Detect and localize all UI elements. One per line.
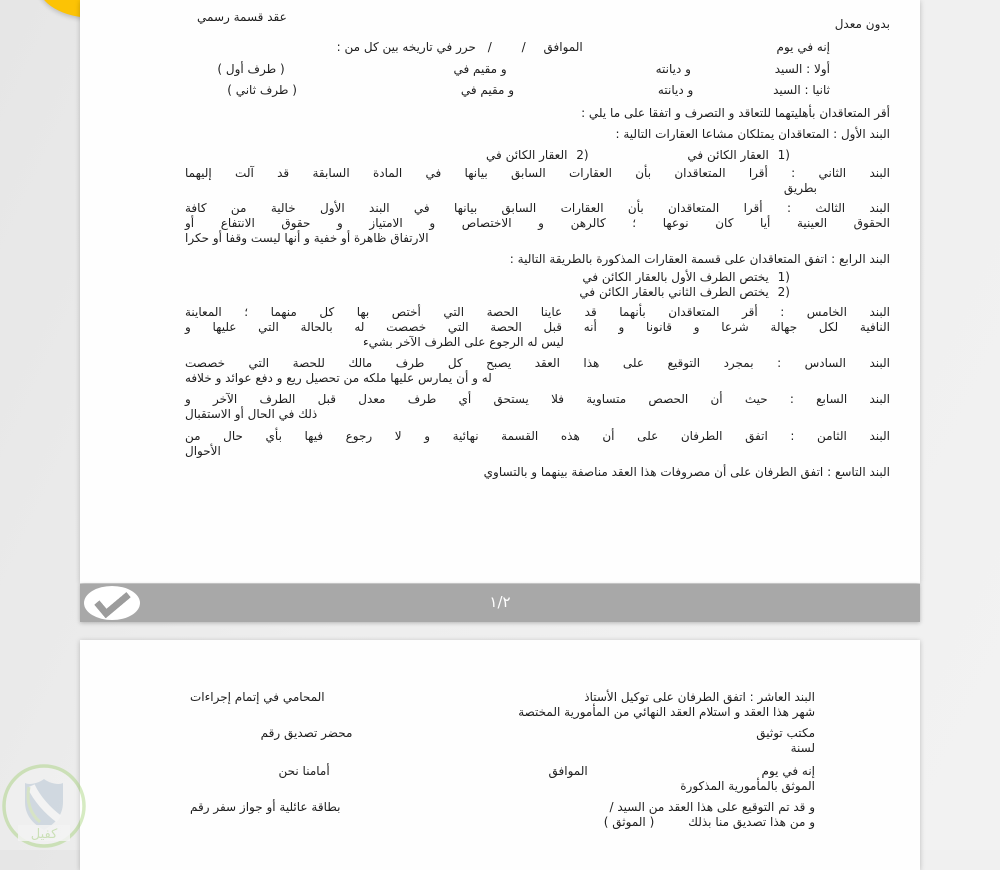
year-label: لسنة	[790, 741, 815, 755]
attestation-line	[190, 815, 815, 830]
item-2-text: العقار الكائن في	[486, 148, 568, 162]
item-2-text: يختص الطرف الثاني بالعقار الكائن في	[579, 285, 769, 299]
signature-line	[190, 800, 815, 815]
kafeel-watermark	[0, 762, 88, 850]
clause-10-line-2: شهر هذا العقد و استلام العقد النهائي من المأمورية المختصة	[518, 705, 815, 719]
clause-2-line-2: بطريق	[783, 181, 817, 195]
document-page-2	[80, 640, 920, 870]
clause-4-item-2	[185, 285, 890, 300]
party1-label: أولا : السيد	[774, 62, 830, 76]
attest-right-text: و من هذا تصديق منا بذلك	[688, 815, 815, 829]
date-slash: /	[521, 40, 526, 54]
clause-3-line-2: الحقوق العينية أيا كان نوعها ؛ كالرهن و الاختصاص و الامتياز و حقوق الانتفاع أو	[185, 216, 890, 230]
watermark-label: كفيل	[30, 827, 58, 842]
clause-8-line-1: البند الثامن : اتفق الطرفان على أن هذه القسمة نهائية و لا رجوع فيها بأي حال من	[185, 429, 890, 443]
before-us-label: أمامنا نحن	[278, 764, 330, 778]
item-1-number: 1)	[777, 270, 790, 284]
day-label: إنه في يوم	[761, 764, 815, 778]
clause-7-line-1: البند السابع : حيث أن الحصص متساوية فلا يستحق أي طرف معدل قبل الطرف الآخر و	[185, 392, 890, 406]
clause-10-line-1	[190, 690, 815, 705]
party2-role-label: ( طرف ثاني )	[227, 83, 297, 97]
party2-line	[185, 83, 830, 98]
clause-7-line-2: ذلك في الحال أو الاستقبال	[185, 407, 318, 421]
clause-10-right-text: البند العاشر : اتفق الطرفان على توكيل الأستاذ	[584, 690, 815, 704]
party1-line	[185, 62, 830, 77]
clause-5-line-2: النافية لكل جهالة شرعا و قانونا و أنه قبل الحصة التي خصصت له بالحالة التي عليها و	[185, 320, 890, 334]
document-page-1	[80, 0, 920, 583]
date-line	[185, 40, 830, 55]
date-day-label: إنه في يوم	[776, 40, 830, 54]
item-2-number: 2)	[576, 148, 589, 162]
item-2-number: 2)	[777, 285, 790, 299]
clause-4-item-1	[185, 270, 890, 285]
clause-8-line-2: الأحوال	[185, 444, 221, 458]
attestation-record-label: محضر تصديق رقم	[260, 726, 353, 740]
date-slash: /	[487, 40, 492, 54]
clause-5-line-3: ليس له الرجوع على الطرف الآخر بشيء	[363, 335, 564, 349]
shield-logo-icon	[0, 762, 88, 850]
document-title: عقد قسمة رسمي	[197, 10, 287, 24]
clause-10-left-text: المحامي في إتمام إجراءات	[190, 690, 325, 704]
party1-residence-label: و مقيم في	[453, 62, 507, 76]
clause-5-line-1: البند الخامس : أقر المتعاقدان بأنهما قد عاينا الحصة التي أختص بها كل منهما ؛ المعاينة	[185, 305, 890, 319]
clause-6-line-2: له و أن يمارس عليها ملكه من تحصيل ريع و دفع عوائد و خلافه	[185, 371, 492, 385]
party1-religion-label: و ديانته	[655, 62, 691, 76]
revision-note: بدون معدل	[834, 17, 890, 31]
clause-1-line: البند الأول : المتعاقدان يمتلكان مشاعا العقارات التالية :	[615, 127, 890, 141]
clause-6-line-1: البند السادس : بمجرد التوقيع على هذا العقد يصبح كل طرف مالك للحصة التي خصصت	[185, 356, 890, 370]
clause-4-line: البند الرابع : اتفق المتعاقدان على قسمة العقارات المذكورة بالطريقة التالية :	[509, 252, 890, 266]
page-indicator: ١/٢	[489, 593, 511, 611]
clause-1-items	[185, 148, 890, 163]
clause-2-line-1: البند الثاني : أقرا المتعاقدان بأن العقارات السابق بيانها في المادة السابقة قد آلت إليهما	[185, 166, 890, 180]
clause-3-line-1: البند الثالث : أقرا المتعاقدان بأن العقارات السابق بيانها في البند الأول خالية من كافة	[185, 201, 890, 215]
date-corresponding-label: الموافق	[543, 40, 583, 54]
item-1-text: يختص الطرف الأول بالعقار الكائن في	[582, 270, 769, 284]
notary-office-line	[190, 726, 815, 741]
attest-left-text: ( الموثق )	[603, 815, 655, 829]
item-1-number: 1)	[777, 148, 790, 162]
preamble-line: أقر المتعاقدان بأهليتهما للتعاقد و التصرف و اتفقا على ما يلي :	[581, 106, 890, 120]
signed-right-text: و قد تم التوقيع على هذا العقد من السيد /	[609, 800, 815, 814]
pager-bar	[80, 584, 920, 622]
clause-9-line: البند التاسع : اتفق الطرفان على أن مصروفات هذا العقد مناصفة بينهما و بالتساوي	[483, 465, 890, 479]
item-1-text: العقار الكائن في	[687, 148, 769, 162]
title-row	[185, 10, 890, 32]
party2-religion-label: و ديانته	[657, 83, 694, 97]
notary-date-line	[190, 764, 815, 779]
notary-of-office-line: الموثق بالمأمورية المذكورة	[680, 779, 815, 793]
signed-left-text: بطاقة عائلية أو جواز سفر رقم	[190, 800, 341, 814]
party2-residence-label: و مقيم في	[460, 83, 515, 97]
party2-label: ثانيا : السيد	[773, 83, 830, 97]
date-written-between-label: حرر في تاريخه بين كل من :	[336, 40, 476, 54]
notary-office-label: مكتب توثيق	[756, 726, 815, 740]
clause-3-line-3: الارتفاق ظاهرة أو خفية و أنها ليست وقفا أو حكرا	[185, 231, 429, 245]
party1-role-label: ( طرف أول )	[217, 62, 285, 76]
corresponding-label: الموافق	[548, 764, 588, 778]
